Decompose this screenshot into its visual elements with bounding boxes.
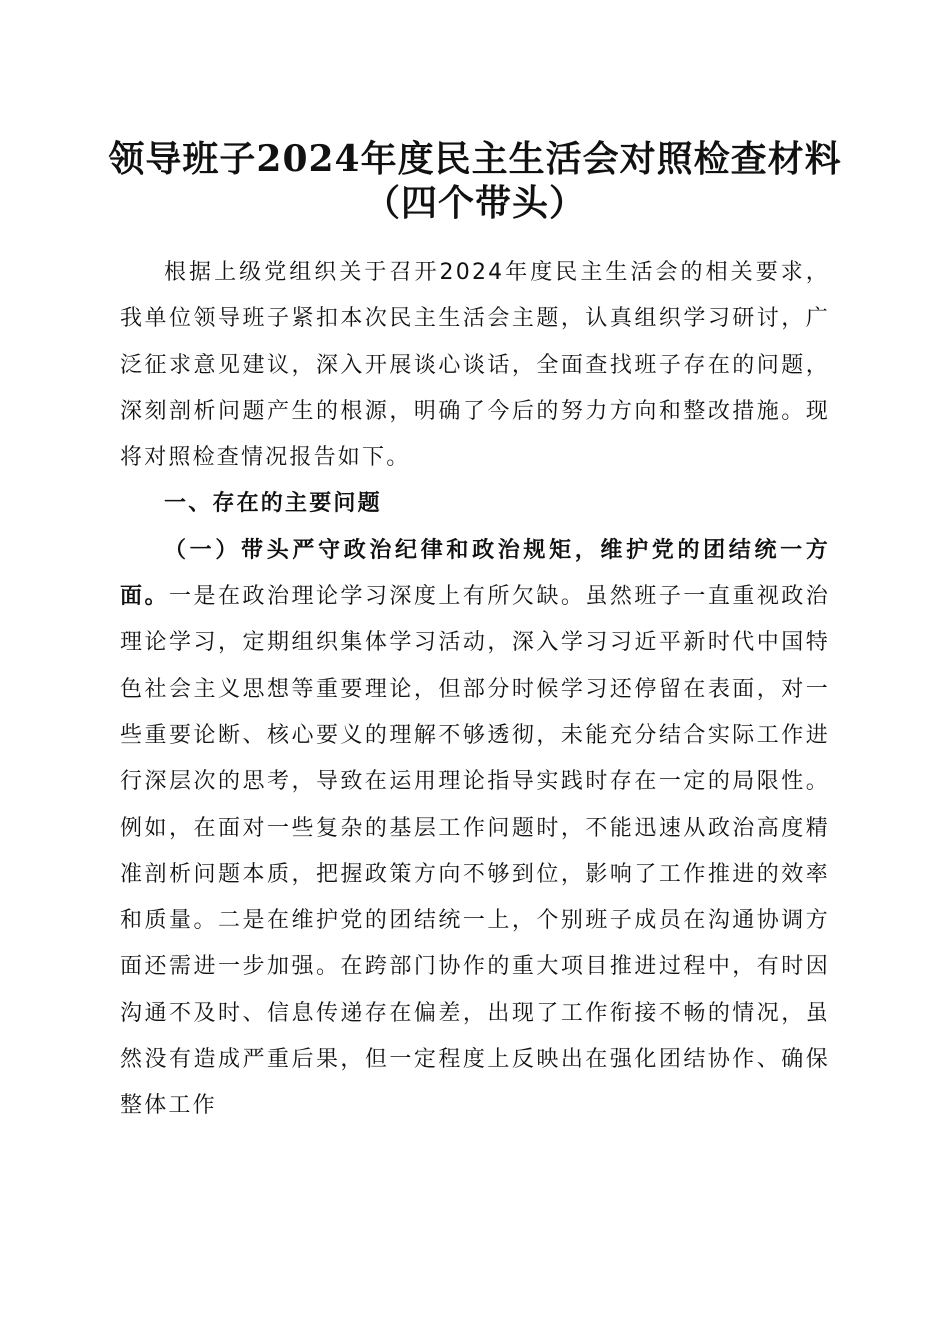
subsection-paragraph [120,528,830,1130]
subsection-body: 一是在政治理论学习深度上有所欠缺。虽然班子一直重视政治理论学习，定期组织集体学习活动，深入学习习近平新时代中国特色社会主义思想等重要理论，但部分时候学习还停留在表面，对一些重要论断、核心要义的理解不够透彻，未能充分结合实际工作进行深层次的思考，导致在运用理论指导实践时存在一定的局限性。例如，在面对一些复杂的基层工作问题时，不能迅速从政治高度精准剖析问题本质，把握政策方向不够到位，影响了工作推进的效率和质量。二是在维护党的团结统一上，个别班子成员在沟通协调方面还需进一步加强。在跨部门协作的重大项目推进过程中，有时因沟通不及时、信息传递存在偏差，出现了工作衔接不畅的情况，虽然没有造成严重后果，但一定程度上反映出在强化团结协作、确保整体工作 [120,584,831,1119]
document-subtitle: （四个带头） [363,182,586,224]
section-heading: 一、存在的主要问题 [164,491,382,517]
subsection-heading: （一）带头严守政治纪律和政治规矩，维护党的团结统一方面。 [120,537,830,610]
intro-paragraph: 根据上级党组织关于召开2024年度民主生活会的相关要求，我单位领导班子紧扣本次民主生活会主题，认真组织学习研讨，广泛征求意见建议，深入开展谈心谈话，全面查找班子存在的问题，深刻剖析问题产生的根源，明确了今后的努力方向和整改措施。现将对照检查情况报告如下。 [120,260,830,471]
document-body [120,250,830,1130]
document-title: 领导班子2024年度民主生活会对照检查材料 [108,138,842,180]
